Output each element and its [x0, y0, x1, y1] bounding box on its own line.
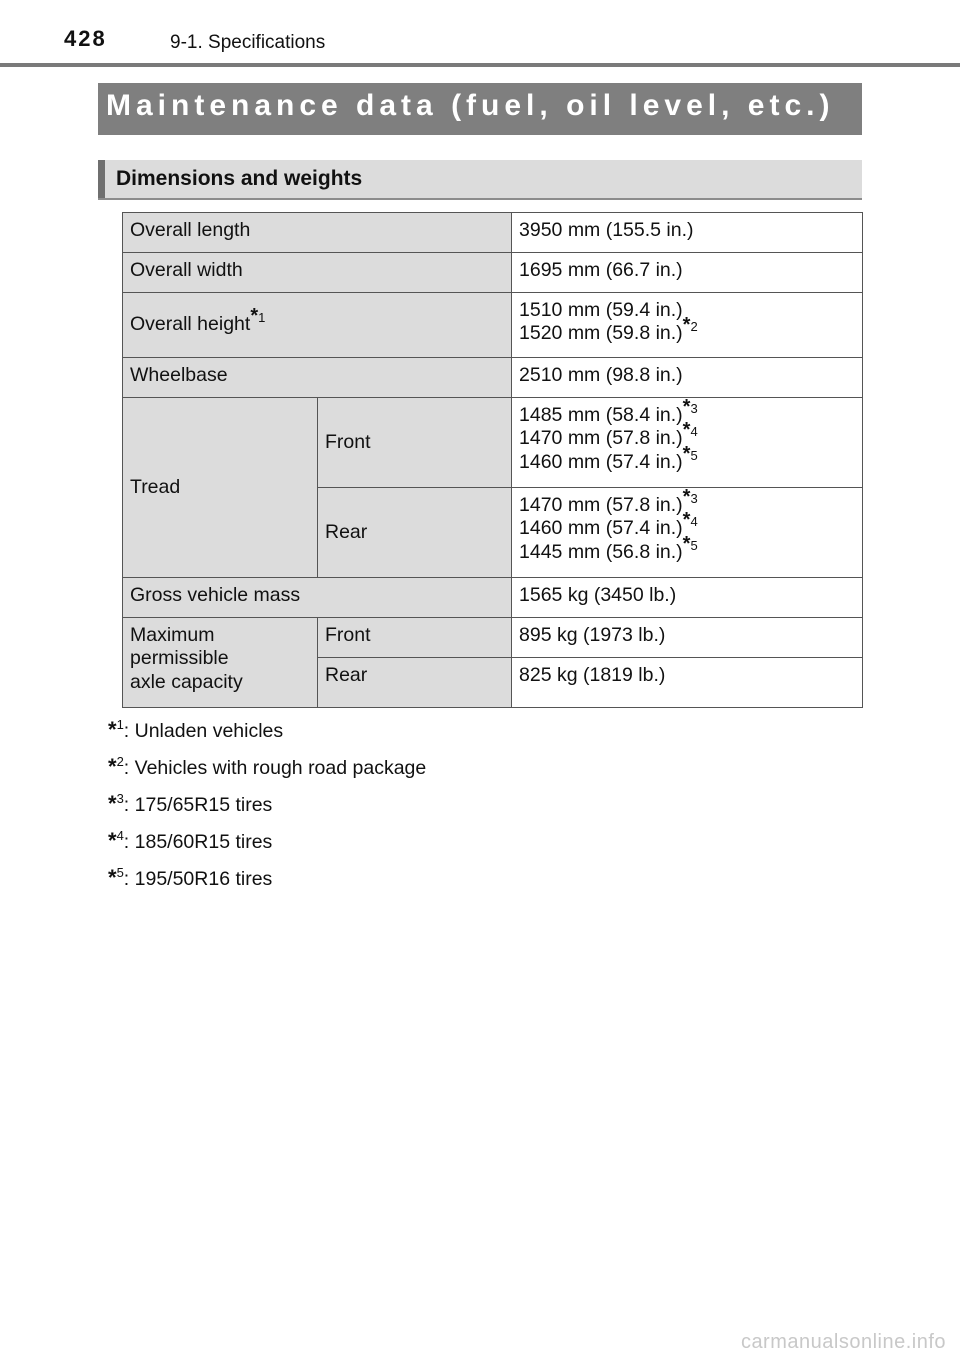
table-row-axle-front — [123, 618, 863, 658]
footnote-star: * — [108, 791, 117, 816]
footnote-star: * — [108, 754, 117, 779]
row-label: Wheelbase — [123, 358, 512, 398]
row-label-text: Overall height — [130, 313, 251, 336]
value-text: 1470 mm (57.8 in.) — [519, 427, 683, 450]
row-value: 3950 mm (155.5 in.) — [512, 213, 863, 253]
footnote-num: 4 — [690, 514, 698, 530]
table-row-wheelbase — [123, 358, 863, 398]
footnote-num: 4 — [116, 828, 124, 843]
value-text: 1460 mm (57.4 in.) — [519, 517, 683, 540]
sub-label: Rear — [318, 488, 512, 578]
subsection-banner — [98, 160, 862, 200]
footnote-star: * — [682, 419, 691, 442]
row-value: 1695 mm (66.7 in.) — [512, 253, 863, 293]
row-value — [512, 398, 863, 488]
row-value — [512, 293, 863, 358]
footnote-num: 3 — [690, 491, 698, 506]
value-text: 1470 mm (57.8 in.) — [519, 494, 683, 516]
page-number: 428 — [64, 26, 107, 51]
main-title: Maintenance data (fuel, oil level, etc.) — [106, 89, 835, 122]
footnote-num: 5 — [116, 865, 124, 880]
dimensions-table — [122, 212, 863, 708]
row-value: 825 kg (1819 lb.) — [512, 658, 863, 708]
sub-label: Front — [318, 398, 512, 488]
footnote-star: * — [682, 314, 691, 337]
row-label: Overall length — [123, 213, 512, 253]
sub-label: Front — [318, 618, 512, 658]
row-value: 1565 kg (3450 lb.) — [512, 578, 863, 618]
footnote-item — [108, 754, 426, 791]
page-header — [0, 0, 960, 66]
footnote-text: : Unladen vehicles — [123, 720, 284, 742]
footnote-star: * — [108, 828, 117, 853]
footnote-text: : 175/65R15 tires — [123, 794, 273, 816]
row-value — [512, 488, 863, 578]
table-row-overall-height — [123, 293, 863, 358]
footnotes — [108, 717, 426, 902]
table-row-tread-front — [123, 398, 863, 488]
footnote-item — [108, 791, 426, 828]
footnote-star: * — [682, 486, 691, 508]
footnote-num: 3 — [116, 791, 124, 806]
row-label: Gross vehicle mass — [123, 578, 512, 618]
footnote-text: : Vehicles with rough road package — [123, 757, 427, 779]
value-line: 1510 mm (59.4 in.) — [519, 299, 683, 321]
footnote-star: * — [682, 442, 691, 465]
row-label — [123, 293, 512, 358]
footnote-ref — [682, 486, 698, 508]
footnote-ref — [682, 314, 698, 337]
row-label — [123, 618, 318, 708]
value-text: 1520 mm (59.8 in.) — [519, 322, 683, 345]
row-label: Tread — [123, 398, 318, 578]
value-line — [519, 532, 855, 564]
row-value: 895 kg (1973 lb.) — [512, 618, 863, 658]
footnote-num: 1 — [258, 310, 266, 326]
label-line: axle capacity — [130, 670, 243, 693]
footnote-star: * — [682, 532, 691, 555]
main-title-banner — [98, 83, 862, 135]
row-value: 2510 mm (98.8 in.) — [512, 358, 863, 398]
footnote-num: 5 — [690, 537, 698, 553]
footnote-item — [108, 828, 426, 865]
value-line — [519, 442, 855, 474]
footnote-star: * — [682, 396, 691, 418]
footnote-item — [108, 717, 426, 754]
watermark: carmanualsonline.info — [740, 1331, 946, 1353]
footnote-num: 5 — [690, 447, 698, 463]
row-label: Overall width — [123, 253, 512, 293]
footnote-ref — [682, 442, 698, 465]
table-row-gross-vehicle-mass — [123, 578, 863, 618]
footnote-ref — [682, 396, 698, 418]
footnote-ref — [682, 509, 698, 532]
subsection-marker — [98, 160, 105, 198]
footnote-ref — [250, 305, 266, 328]
footnote-num: 2 — [690, 319, 698, 335]
footnote-star: * — [682, 509, 691, 532]
value-line — [519, 314, 855, 345]
value-text: 1485 mm (58.4 in.) — [519, 404, 683, 426]
label-line: Maximum — [130, 624, 215, 646]
footnote-num: 3 — [690, 401, 698, 416]
footnote-ref — [682, 419, 698, 442]
footnote-num: 4 — [690, 424, 698, 440]
header-divider — [0, 63, 960, 67]
footnote-num: 1 — [116, 717, 124, 732]
subsection-title: Dimensions and weights — [116, 167, 363, 190]
section-label: 9-1. Specifications — [170, 32, 326, 53]
value-text: 1460 mm (57.4 in.) — [519, 450, 683, 473]
value-text: 1445 mm (56.8 in.) — [519, 540, 683, 563]
footnote-text: : 185/60R15 tires — [123, 831, 273, 853]
footnote-ref — [682, 532, 698, 555]
footnote-star: * — [108, 865, 117, 890]
table-row-overall-width — [123, 253, 863, 293]
footnote-item — [108, 865, 426, 902]
footnote-star: * — [250, 305, 259, 328]
label-line: permissible — [130, 647, 229, 670]
footnote-star: * — [108, 717, 117, 742]
table-row-overall-length — [123, 213, 863, 253]
footnote-num: 2 — [116, 754, 124, 769]
sub-label: Rear — [318, 658, 512, 708]
footnote-text: : 195/50R16 tires — [123, 868, 273, 890]
